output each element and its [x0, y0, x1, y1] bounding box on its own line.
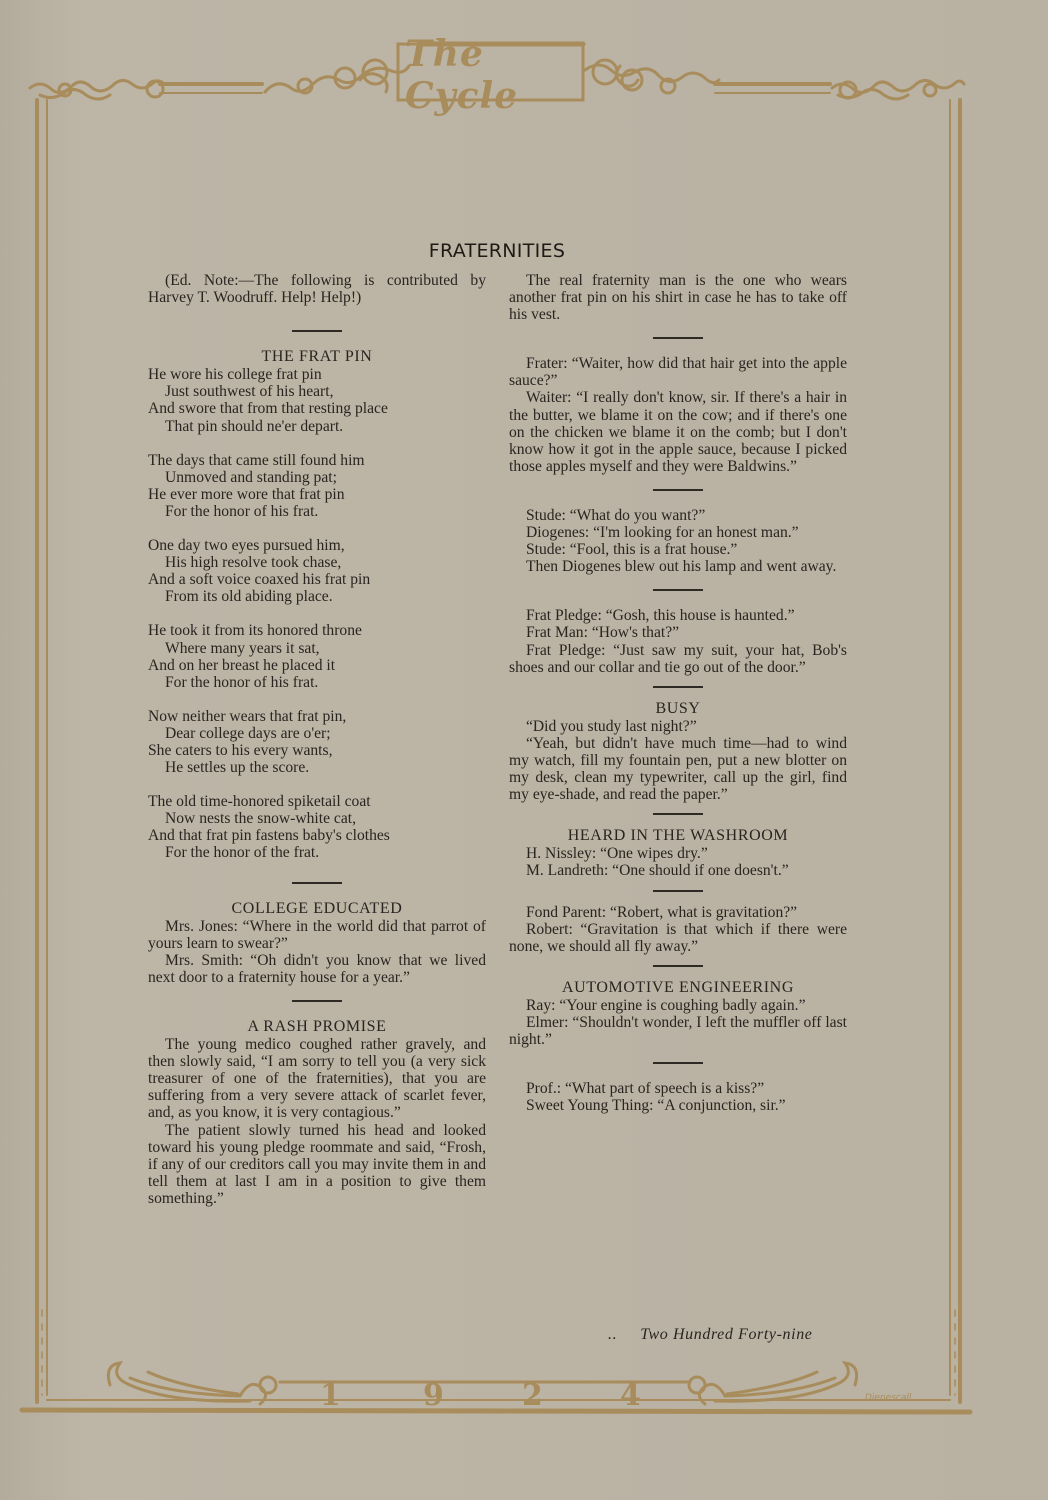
paragraph: Frater: “Waiter, how did that hair get into the apple sauce?”	[509, 355, 847, 390]
section-divider	[653, 337, 703, 339]
paragraph: The patient slowly turned his head and looked toward his young pledge roommate and said, “Frosh, if any of our creditors call you may invite them in and tell them at last I am in a position to give them something.”	[148, 1121, 486, 1207]
poem-line: Now nests the snow-white cat,	[165, 810, 356, 828]
poem-line: He wore his college frat pin	[148, 366, 322, 384]
poem-line: Unmoved and standing pat;	[165, 468, 337, 486]
section-divider	[653, 813, 703, 815]
poem-line: From its old abiding place.	[165, 588, 333, 606]
section-title: A RASH PROMISE	[247, 1018, 387, 1035]
joke-gravitation	[509, 904, 847, 955]
stanza	[148, 537, 486, 605]
section-title: AUTOMOTIVE ENGINEERING	[562, 978, 794, 996]
poem-line: And that frat pin fastens baby's clothes	[148, 827, 390, 845]
poem-line: The old time-honored spiketail coat	[148, 793, 371, 811]
paragraph: Stude: “What do you want?”	[526, 506, 706, 524]
poem-line: He settles up the score.	[165, 759, 310, 777]
paragraph: Frat Pledge: “Just saw my suit, your hat, Bob's shoes and our collar and tie go out of the door.”	[509, 641, 847, 676]
section-divider	[653, 686, 703, 688]
paragraph: Fond Parent: “Robert, what is gravitation?”	[526, 903, 798, 921]
poem-frat-pin	[148, 348, 486, 861]
poem-line: The days that came still found him	[148, 451, 365, 469]
stanza	[148, 708, 486, 776]
year-digit-1: 1	[320, 1378, 341, 1413]
paragraph: Elmer: “Shouldn't wonder, I left the muffler off last night.”	[509, 1014, 847, 1049]
paragraph: “Did you study last night?”	[526, 717, 697, 735]
scroll-ornament-top-center-right	[585, 60, 719, 93]
poem-line: His high resolve took chase,	[165, 554, 342, 572]
page-number	[608, 1326, 813, 1344]
artist-signature: Dienescall	[865, 1393, 912, 1403]
paragraph: Diogenes: “I'm looking for an honest man.”	[526, 524, 799, 542]
paragraph: The young medico coughed rather gravely, and then slowly said, “I am sorry to tell you (a very sick treasurer of one of the fraternities), that you are suffering from a very severe attack of scarlet fever, and, as you know, it is very contagious.”	[148, 1036, 486, 1122]
section-divider	[292, 1000, 342, 1002]
scroll-ornament-top-right	[832, 80, 964, 99]
poem-line: He ever more wore that frat pin	[148, 485, 345, 503]
paragraph: Then Diogenes blew out his lamp and went away.	[526, 558, 837, 576]
joke-kiss	[509, 1080, 847, 1114]
poem-line: He took it from its honored throne	[148, 622, 362, 640]
paragraph: Mrs. Smith: “Oh didn't you know that we lived next door to a fraternity house for a year.”	[148, 951, 486, 986]
paragraph: Frat Pledge: “Gosh, this house is haunted.”	[526, 607, 795, 625]
scroll-ornament-top-center-left	[265, 60, 409, 93]
folio-text: Two Hundred Forty-nine	[640, 1326, 813, 1343]
joke-haunted	[509, 607, 847, 675]
editor-note: (Ed. Note:—The following is contributed by Harvey T. Woodruff. Help! Help!)	[148, 272, 486, 307]
year-digit-2: 9	[423, 1378, 444, 1413]
poem-line: Where many years it sat,	[165, 639, 320, 657]
stanza	[148, 793, 486, 861]
flourish-bottom-right	[689, 1363, 857, 1404]
paragraph: Stude: “Fool, this is a frat house.”	[526, 541, 738, 559]
stanza	[148, 452, 486, 520]
paragraph: H. Nissley: “One wipes dry.”	[526, 845, 708, 863]
section-title: BUSY	[655, 699, 701, 717]
paragraph: Waiter: “I really don't know, sir. If there's a hair in the butter, we blame it on the cow; and if there's one on the chicken we blame it on the comb; but I don't know how it got in the apple sauce, because I picked those apples myself and they were Baldwins.”	[509, 389, 847, 475]
section-title: COLLEGE EDUCATED	[231, 899, 403, 917]
section-divider	[653, 965, 703, 967]
paragraph: Sweet Young Thing: “A conjunction, sir.”	[526, 1097, 786, 1115]
paragraph: Ray: “Your engine is coughing badly again.”	[526, 996, 806, 1014]
year-digit-3: 2	[522, 1378, 543, 1413]
poem-line: For the honor of the frat.	[165, 844, 320, 862]
year-digit-4: 4	[620, 1378, 641, 1413]
scroll-ornament-top-left	[30, 80, 164, 99]
stanza	[148, 622, 486, 690]
joke-apple-sauce	[509, 355, 847, 475]
poem-line: And a soft voice coaxed his frat pin	[148, 571, 371, 589]
joke-automotive	[509, 979, 847, 1048]
poem-line: Dear college days are o'er;	[165, 724, 331, 742]
poem-line: And on her breast he placed it	[148, 656, 336, 674]
section-title: HEARD IN THE WASHROOM	[567, 827, 789, 845]
poem-title: THE FRAT PIN	[261, 348, 373, 366]
poem-line: For the honor of his frat.	[165, 502, 319, 520]
left-column	[148, 272, 486, 1207]
paragraph: Frat Man: “How's that?”	[526, 624, 680, 642]
paragraph: Prof.: “What part of speech is a kiss?”	[526, 1080, 765, 1098]
joke-busy	[509, 700, 847, 804]
yearbook-title-banner: The Cycle	[405, 33, 519, 117]
joke-diogenes	[509, 507, 847, 575]
paragraph: Mrs. Jones: “Where in the world did that parrot of yours learn to swear?”	[148, 917, 486, 952]
poem-line: Now neither wears that frat pin,	[148, 707, 347, 725]
poem-line: For the honor of his frat.	[165, 673, 319, 691]
folio-leader: ..	[608, 1326, 618, 1343]
section-divider	[292, 882, 342, 884]
section-divider	[653, 1062, 703, 1064]
poem-line: Just southwest of his heart,	[165, 383, 334, 401]
stanza	[148, 366, 486, 434]
section-divider	[292, 330, 342, 332]
paragraph: Robert: “Gravitation is that which if there were none, we should all fly away.”	[509, 920, 847, 955]
section-divider	[653, 489, 703, 491]
joke-washroom	[509, 827, 847, 879]
right-column	[509, 272, 847, 1114]
poem-line: She caters to his every wants,	[148, 741, 333, 759]
section-divider	[653, 589, 703, 591]
joke-rash-promise	[148, 1018, 486, 1207]
paragraph-real-fraternity-man: The real fraternity man is the one who wears another frat pin on his shirt in case he has to take off his vest.	[509, 272, 847, 324]
poem-line: That pin should ne'er depart.	[165, 417, 344, 435]
page-heading: FRATERNITIES	[428, 240, 566, 262]
flourish-bottom-left	[108, 1363, 276, 1404]
poem-line: One day two eyes pursued him,	[148, 537, 345, 555]
section-divider	[653, 890, 703, 892]
joke-college-educated	[148, 900, 486, 986]
paragraph: M. Landreth: “One should if one doesn't.”	[526, 862, 789, 880]
poem-line: And swore that from that resting place	[148, 400, 388, 418]
paragraph: “Yeah, but didn't have much time—had to wind my watch, fill my fountain pen, put a new blotter on my desk, clean my typewriter, call up the girl, find my eye-shade, and read the paper.”	[509, 734, 847, 804]
